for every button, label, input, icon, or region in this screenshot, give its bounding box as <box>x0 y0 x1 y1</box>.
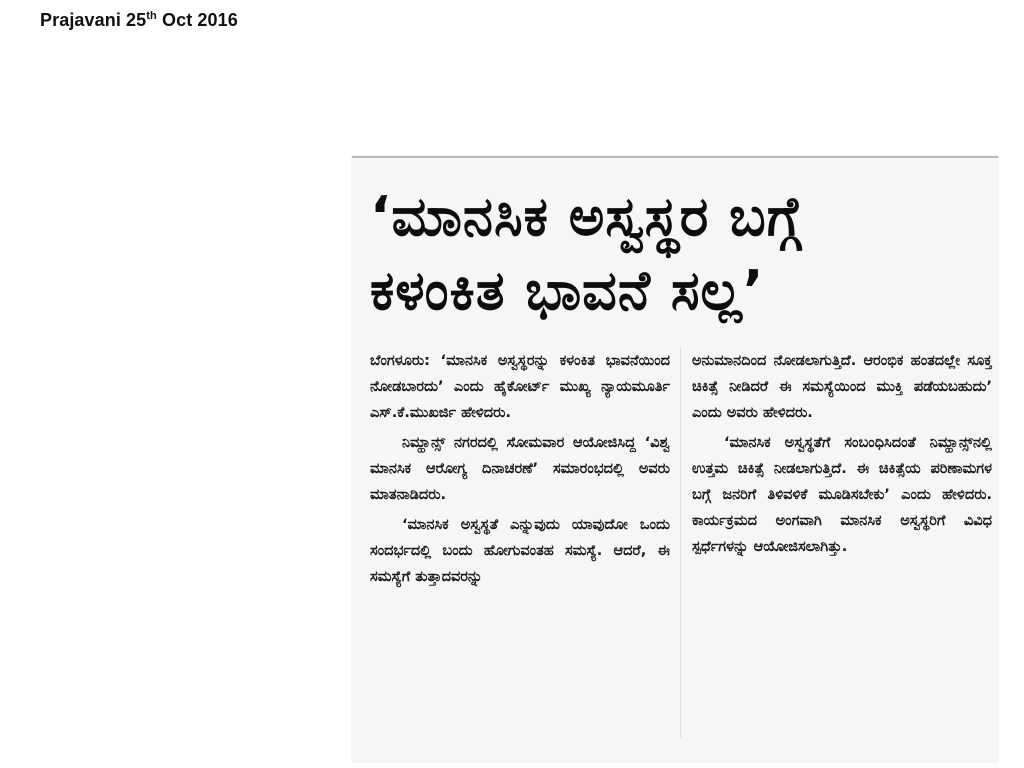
right-paragraph-2: ‘ಮಾನಸಿಕ ಅಸ್ವಸ್ಥತೆಗೆ ಸಂಬಂಧಿಸಿದಂತೆ ನಿಮ್ಹಾನ್ಸ್‌ನಲ್ಲಿ ಉತ್ತಮ ಚಿಕಿತ್ಸೆ ನೀಡಲಾಗುತ್ತಿದೆ. ಈ ಚಿಕಿತ್ಸೆಯ ಪರಿಣಾಮಗಳ ಬಗ್ಗೆ ಜನರಿಗೆ ತಿಳಿವಳಿಕೆ ಮೂಡಿಸಬೇಕು’ ಎಂದು ಹೇಳಿದರು. ಕಾರ್ಯಕ್ರಮದ ಅಂಗವಾಗಿ ಮಾನಸಿಕ ಅಸ್ವಸ್ಥರಿಗೆ ವಿವಿಧ ಸ್ಪರ್ಧೆಗಳನ್ನು ಆಯೋಜಿಸಲಾಗಿತ್ತು. <box>692 435 992 555</box>
caption-publication-date: Prajavani 25 <box>40 10 147 30</box>
column-divider <box>680 348 681 738</box>
caption-month-year: Oct 2016 <box>156 10 238 30</box>
article-headline <box>370 180 980 328</box>
headline-line-1: ‘ಮಾನಸಿಕ ಅಸ್ವಸ್ಥರ ಬಗ್ಗೆ <box>370 185 803 248</box>
left-paragraph-2: ನಿಮ್ಹಾನ್ಸ್ ನಗರದಲ್ಲಿ ಸೋಮವಾರ ಆಯೋಜಿಸಿದ್ದ ‘ವಿಶ್ವ ಮಾನಸಿಕ ಆರೋಗ್ಯ ದಿನಾಚರಣೆ’ ಸಮಾರಂಭದಲ್ಲಿ ಅವರು ಮಾತನಾಡಿದರು. <box>370 435 670 503</box>
article-column-left <box>370 348 670 594</box>
headline-line-2: ಕಳಂಕಿತ ಭಾವನೆ ಸಲ್ಲ’ <box>370 259 765 322</box>
left-paragraph-3: ‘ಮಾನಸಿಕ ಅಸ್ವಸ್ಥತೆ ಎನ್ನುವುದು ಯಾವುದೋ ಒಂದು ಸಂದರ್ಭದಲ್ಲಿ ಬಂದು ಹೋಗುವಂತಹ ಸಮಸ್ಯೆ. ಆದರೆ, ಈ ಸಮಸ್ಯೆಗೆ ತುತ್ತಾದವರನ್ನು <box>370 517 670 585</box>
source-caption <box>40 10 238 31</box>
newspaper-clipping <box>352 156 998 762</box>
left-paragraph-1: ಬೆಂಗಳೂರು: ‘ಮಾನಸಿಕ ಅಸ್ವಸ್ಥರನ್ನು ಕಳಂಕಿತ ಭಾವನೆಯಿಂದ ನೋಡಬಾರದು’ ಎಂದು ಹೈಕೋರ್ಟ್ ಮುಖ್ಯ ನ್ಯಾಯಮೂರ್ತಿ ಎಸ್.ಕೆ.ಮುಖರ್ಜಿ ಹೇಳಿದರು. <box>370 353 670 421</box>
article-body <box>370 348 994 748</box>
article-column-right <box>692 348 992 564</box>
caption-date-suffix: th <box>146 10 157 22</box>
right-paragraph-1: ಅನುಮಾನದಿಂದ ನೋಡಲಾಗುತ್ತಿದೆ. ಆರಂಭಿಕ ಹಂತದಲ್ಲೇ ಸೂಕ್ತ ಚಿಕಿತ್ಸೆ ನೀಡಿದರೆ ಈ ಸಮಸ್ಯೆಯಿಂದ ಮುಕ್ತಿ ಪಡೆಯಬಹುದು’ ಎಂದು ಅವರು ಹೇಳಿದರು. <box>692 353 992 421</box>
